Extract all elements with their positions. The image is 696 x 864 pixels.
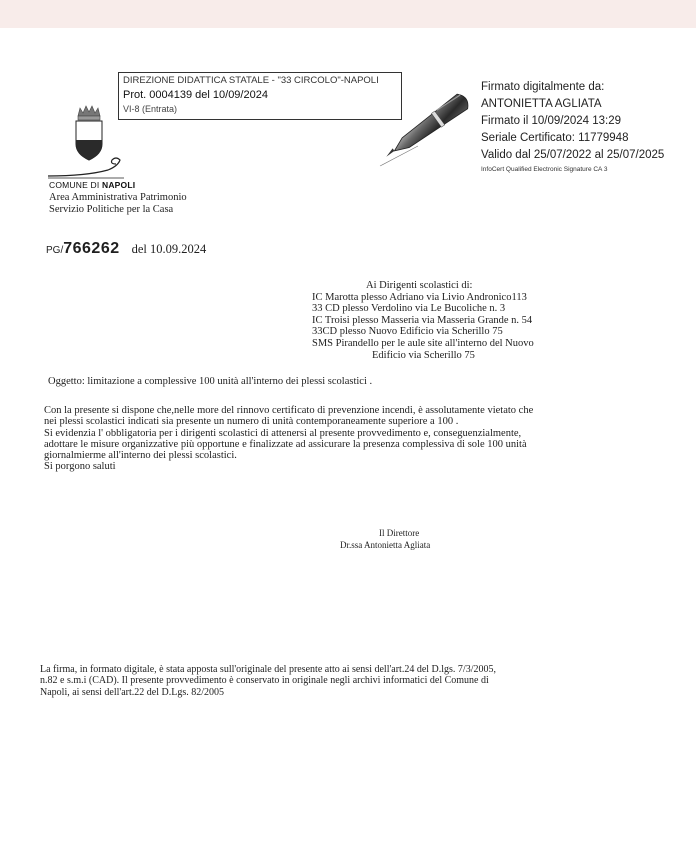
department-block (49, 192, 187, 216)
body-line: adottare le misure organizzative più opportune e finalizzate ad assicurare la presenza complessiva di sole 100 unità (44, 438, 527, 450)
certificate-serial: Seriale Certificato: 11779948 (481, 132, 629, 144)
body-line: giornalmierme all'interno dei plessi scolastici. (44, 450, 237, 462)
body-line: Si evidenzia l' obbligatoria per i dirigenti scolastici di attenersi al presente provvedimento e, conseguenzialmente, (44, 427, 522, 439)
recipient-line: 33CD plesso Nuovo Edificio via Scherillo 75 (312, 326, 503, 338)
director-signoff (340, 527, 430, 551)
recipient-line: 33 CD plesso Verdolino via Le Bucoliche n. 3 (312, 303, 506, 315)
recipients-block (312, 280, 534, 361)
recipient-line: IC Marotta plesso Adriano via Livio Andronico113 (312, 291, 527, 303)
top-band (0, 0, 696, 28)
subject-line: Oggetto: limitazione a complessive 100 unità all'interno dei plessi scolastici . (48, 376, 373, 387)
stamp-protocol: Prot. 0004139 del 10/09/2024 (123, 89, 268, 101)
recipients-heading: Ai Dirigenti scolastici di: (366, 280, 473, 291)
protocol-code: 766262 (63, 240, 120, 257)
certificate-issuer: InfoCert Qualified Electronic Signature CA 3 (481, 166, 608, 173)
footer-note (40, 664, 496, 698)
recipient-line: SMS Pirandello per le aule site all'interno del Nuovo (312, 337, 534, 349)
protocol-number (46, 240, 206, 258)
body-line: Si porgono saluti (44, 461, 116, 473)
body-line: nei plessi scolastici indicati sia presente un numero di unità contemporaneamente superiore a 100 . (44, 416, 459, 428)
signature-title: Firmato digitalmente da: (481, 81, 605, 93)
municipality-name (49, 180, 135, 190)
protocol-date: del 10.09.2024 (131, 242, 207, 256)
signature-datetime: Firmato il 10/09/2024 13:29 (481, 115, 622, 127)
department-area: Area Amministrativa Patrimonio (49, 192, 187, 203)
fountain-pen-icon (378, 80, 483, 170)
digital-signature-block (481, 79, 695, 175)
logo-wave-icon (46, 156, 146, 180)
body-text (44, 405, 664, 473)
stamp-classification: VI-8 (Entrata) (123, 104, 178, 114)
stamp-school: DIREZIONE DIDATTICA STATALE - "33 CIRCOLO"-NAPOLI (123, 75, 379, 86)
recipient-line: IC Troisi plesso Masseria via Masseria Grande n. 54 (312, 314, 533, 326)
footer-line: Napoli, ai sensi dell'art.22 del D.Lgs. 82/2005 (40, 686, 224, 698)
protocol-stamp (118, 72, 402, 120)
department-service: Servizio Politiche per la Casa (49, 204, 174, 215)
recipient-line: Edificio via Scherillo 75 (372, 349, 475, 361)
director-title: Il Direttore (379, 528, 420, 538)
municipality-prefix: COMUNE DI (49, 180, 102, 190)
body-line: Con la presente si dispone che,nelle more del rinnovo certificato di prevenzione incendi, è assolutamente vietato che (44, 405, 534, 416)
protocol-prefix: PG/ (46, 245, 64, 256)
footer-line: La firma, in formato digitale, è stata apposta sull'originale del presente atto ai sensi dell'art.24 del D.lgs. 7/3/2005, (40, 664, 496, 675)
director-name: Dr.ssa Antonietta Agliata (340, 540, 431, 550)
signer-name: ANTONIETTA AGLIATA (481, 98, 602, 110)
municipality-city: NAPOLI (102, 180, 136, 190)
footer-line: n.82 e s.m.i (CAD). Il presente provvedimento è conservato in originale negli archivi informatici del Comune di (40, 675, 489, 687)
certificate-validity: Valido dal 25/07/2022 al 25/07/2025 (481, 149, 665, 161)
